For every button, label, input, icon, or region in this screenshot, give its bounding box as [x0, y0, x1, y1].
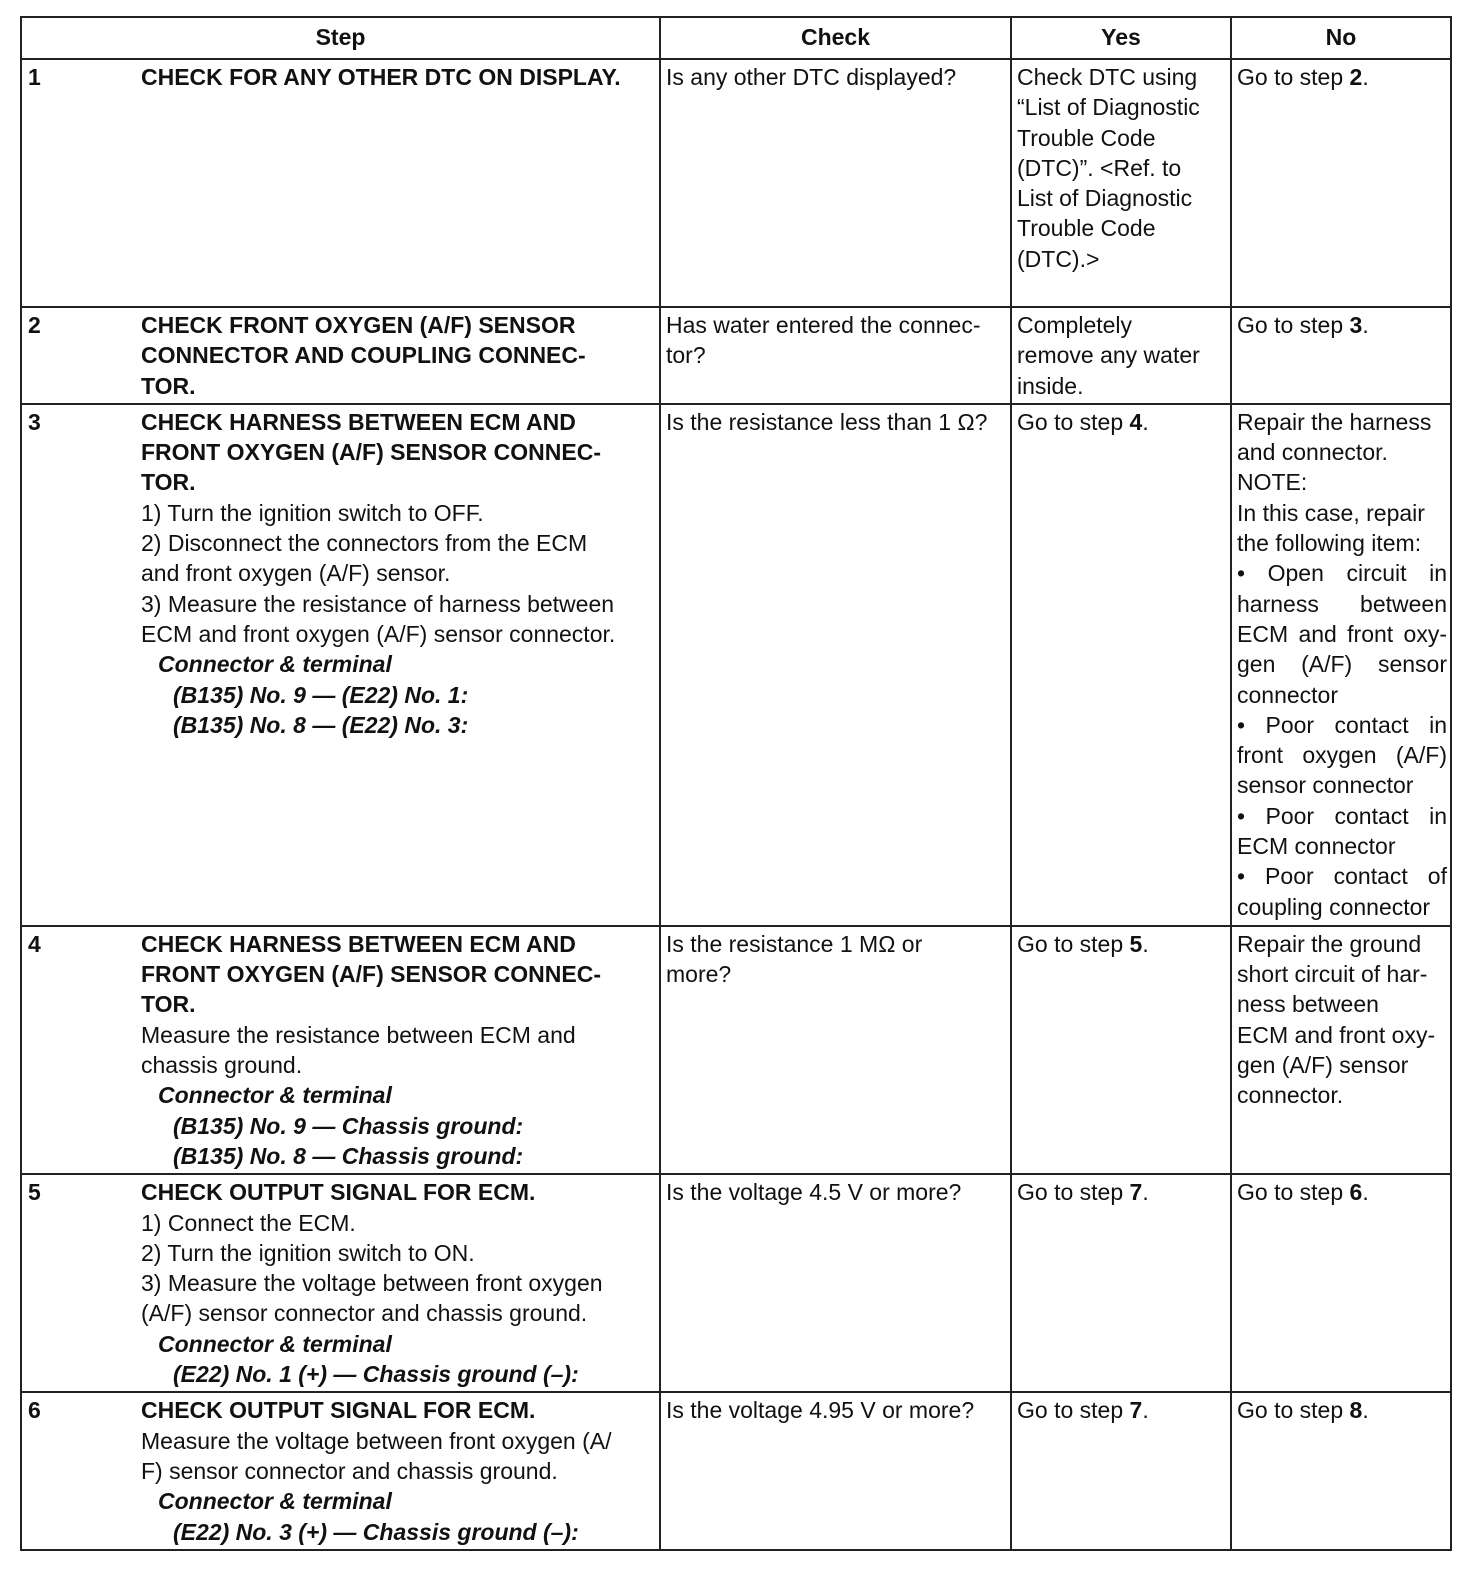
diagnostic-table-sheet [20, 16, 1450, 1551]
no-cell [1231, 926, 1451, 1174]
goto-suffix: . [1142, 1179, 1149, 1206]
step-number: 1 [21, 59, 139, 307]
goto-suffix: . [1362, 1179, 1369, 1206]
goto-step-ref: 3 [1349, 312, 1363, 338]
step-title-line: FRONT OXYGEN (A/F) SENSOR CONNEC- [141, 439, 602, 466]
procedure-line: 2) Disconnect the connectors from the ECM [141, 530, 588, 557]
yes-line: remove any water [1017, 342, 1200, 369]
procedure-line: ECM and front oxygen (A/F) sensor connector. [141, 620, 616, 647]
check-cell: Is the voltage 4.5 V or more? [660, 1174, 1011, 1392]
step-number: 6 [21, 1392, 139, 1550]
goto-step-ref: 5 [1129, 930, 1143, 957]
check-line: Is the resistance 1 MΩ or [666, 930, 923, 957]
table-row [21, 404, 1451, 926]
no-line: In this case, repair [1237, 499, 1425, 526]
yes-line: List of Diagnostic [1017, 185, 1193, 212]
no-line: short circuit of har- [1237, 961, 1428, 988]
yes-cell [1011, 1174, 1231, 1392]
no-line: coupling connector [1237, 893, 1431, 920]
no-cell [1231, 1174, 1451, 1392]
no-cell [1231, 59, 1451, 307]
step-number: 4 [21, 926, 139, 1174]
procedure-line: (A/F) sensor connector and chassis ground. [141, 1300, 588, 1327]
no-line: ECM and front oxy- [1237, 620, 1447, 647]
yes-cell [1011, 1392, 1231, 1550]
no-line: sensor connector [1237, 772, 1414, 799]
goto-text: Go to step [1017, 1397, 1130, 1424]
goto-step-ref: 2 [1349, 64, 1363, 90]
procedure-line: 1) Turn the ignition switch to OFF. [141, 499, 484, 526]
procedure-line: 3) Measure the resistance of harness between [141, 590, 615, 617]
goto-suffix: . [1142, 1397, 1149, 1424]
table-row [21, 307, 1451, 404]
header-yes: Yes [1011, 17, 1231, 59]
no-line: • Open circuit in [1237, 560, 1447, 587]
no-cell [1231, 307, 1451, 404]
procedure-line: 3) Measure the voltage between front oxygen [141, 1270, 603, 1297]
step-title-line: CHECK OUTPUT SIGNAL FOR ECM. [141, 1179, 536, 1206]
yes-line: (DTC)”. <Ref. to [1017, 154, 1182, 181]
goto-text: Go to step [1237, 64, 1350, 90]
header-check: Check [660, 17, 1011, 59]
no-line: harness between [1237, 590, 1447, 617]
step-description [139, 59, 660, 307]
connector-label: Connector & terminal [158, 651, 392, 678]
no-line: front oxygen (A/F) [1237, 742, 1447, 769]
check-line: tor? [666, 342, 706, 369]
header-no: No [1231, 17, 1451, 59]
procedure-line: 1) Connect the ECM. [141, 1209, 356, 1236]
procedure-line: Measure the voltage between front oxygen (A/ [141, 1427, 612, 1454]
no-line: ECM connector [1237, 833, 1396, 860]
no-line: gen (A/F) sensor [1237, 651, 1447, 678]
goto-text: Go to step [1237, 312, 1350, 338]
no-line: • Poor contact in [1237, 802, 1447, 829]
step-description [139, 926, 660, 1174]
step-description [139, 1392, 660, 1550]
header-row [21, 17, 1451, 59]
check-cell: Is the resistance less than 1 Ω? [660, 404, 1011, 926]
goto-suffix: . [1362, 312, 1369, 338]
no-line: ECM and front oxy- [1237, 1021, 1436, 1048]
yes-line: Completely [1017, 312, 1133, 338]
step-title: CHECK FOR ANY OTHER DTC ON DISPLAY. [141, 64, 621, 90]
goto-suffix: . [1362, 64, 1369, 90]
step-description [139, 404, 660, 926]
step-title-line: CHECK OUTPUT SIGNAL FOR ECM. [141, 1397, 536, 1424]
step-number: 3 [21, 404, 139, 926]
no-line: connector. [1237, 1082, 1344, 1109]
step-title-line: FRONT OXYGEN (A/F) SENSOR CONNEC- [141, 961, 602, 988]
goto-suffix: . [1142, 930, 1149, 957]
yes-cell [1011, 404, 1231, 926]
step-title-line: TOR. [141, 469, 196, 496]
goto-step-ref: 7 [1129, 1397, 1143, 1424]
check-cell [660, 926, 1011, 1174]
yes-cell [1011, 926, 1231, 1174]
check-cell: Is the voltage 4.95 V or more? [660, 1392, 1011, 1550]
check-cell: Is any other DTC displayed? [660, 59, 1011, 307]
goto-suffix: . [1362, 1397, 1369, 1424]
yes-line: Trouble Code [1017, 124, 1156, 151]
terminal-spec: (B135) No. 8 — (E22) No. 3: [173, 711, 469, 738]
no-line: Repair the harness [1237, 408, 1432, 435]
procedure-line: 2) Turn the ignition switch to ON. [141, 1239, 475, 1266]
yes-line: inside. [1017, 372, 1084, 399]
step-description [139, 1174, 660, 1392]
step-title-line: TOR. [141, 372, 196, 399]
check-line: more? [666, 961, 732, 988]
step-title-line: CHECK HARNESS BETWEEN ECM AND [141, 930, 576, 957]
step-title-line: TOR. [141, 991, 196, 1018]
table-row [21, 1174, 1451, 1392]
table-row [21, 926, 1451, 1174]
no-line: ness between [1237, 991, 1379, 1018]
step-number: 2 [21, 307, 139, 404]
connector-label: Connector & terminal [158, 1488, 392, 1515]
goto-step-ref: 4 [1129, 408, 1143, 435]
terminal-spec: (E22) No. 1 (+) — Chassis ground (–): [173, 1361, 579, 1388]
no-cell [1231, 404, 1451, 926]
goto-step-ref: 6 [1349, 1179, 1363, 1206]
connector-label: Connector & terminal [158, 1330, 392, 1357]
step-description [139, 307, 660, 404]
no-line: connector [1237, 681, 1339, 708]
goto-text: Go to step [1237, 1179, 1350, 1206]
yes-line: Check DTC using [1017, 64, 1198, 90]
no-line: the following item: [1237, 530, 1422, 557]
terminal-spec: (E22) No. 3 (+) — Chassis ground (–): [173, 1518, 579, 1545]
diagnostic-table [20, 16, 1452, 1551]
yes-cell [1011, 307, 1231, 404]
yes-line: Trouble Code [1017, 215, 1156, 242]
table-row [21, 59, 1451, 307]
goto-text: Go to step [1237, 1397, 1350, 1424]
terminal-spec: (B135) No. 9 — Chassis ground: [173, 1112, 524, 1139]
goto-suffix: . [1142, 408, 1149, 435]
step-number: 5 [21, 1174, 139, 1392]
no-line: • Poor contact in [1237, 711, 1447, 738]
no-line: NOTE: [1237, 469, 1308, 496]
goto-text: Go to step [1017, 1179, 1130, 1206]
terminal-spec: (B135) No. 9 — (E22) No. 1: [173, 681, 469, 708]
yes-line: (DTC).> [1017, 245, 1100, 272]
step-title-line: CONNECTOR AND COUPLING CONNEC- [141, 342, 586, 369]
yes-cell [1011, 59, 1231, 307]
procedure-line: Measure the resistance between ECM and [141, 1021, 576, 1048]
header-step: Step [21, 17, 660, 59]
goto-text: Go to step [1017, 930, 1130, 957]
check-cell [660, 307, 1011, 404]
table-row [21, 1392, 1451, 1550]
procedure-line: F) sensor connector and chassis ground. [141, 1457, 558, 1484]
procedure-line: chassis ground. [141, 1052, 303, 1079]
no-cell [1231, 1392, 1451, 1550]
check-line: Has water entered the connec- [666, 312, 981, 338]
no-line: and connector. [1237, 439, 1388, 466]
no-line: • Poor contact of [1237, 863, 1447, 890]
yes-line: “List of Diagnostic [1017, 94, 1200, 121]
procedure-line: and front oxygen (A/F) sensor. [141, 560, 451, 587]
goto-text: Go to step [1017, 408, 1130, 435]
goto-step-ref: 8 [1349, 1397, 1363, 1424]
connector-label: Connector & terminal [158, 1082, 392, 1109]
goto-step-ref: 7 [1129, 1179, 1143, 1206]
no-line: gen (A/F) sensor [1237, 1052, 1409, 1079]
step-title-line: CHECK HARNESS BETWEEN ECM AND [141, 408, 576, 435]
terminal-spec: (B135) No. 8 — Chassis ground: [173, 1142, 524, 1169]
no-line: Repair the ground [1237, 930, 1422, 957]
step-title-line: CHECK FRONT OXYGEN (A/F) SENSOR [141, 312, 576, 338]
